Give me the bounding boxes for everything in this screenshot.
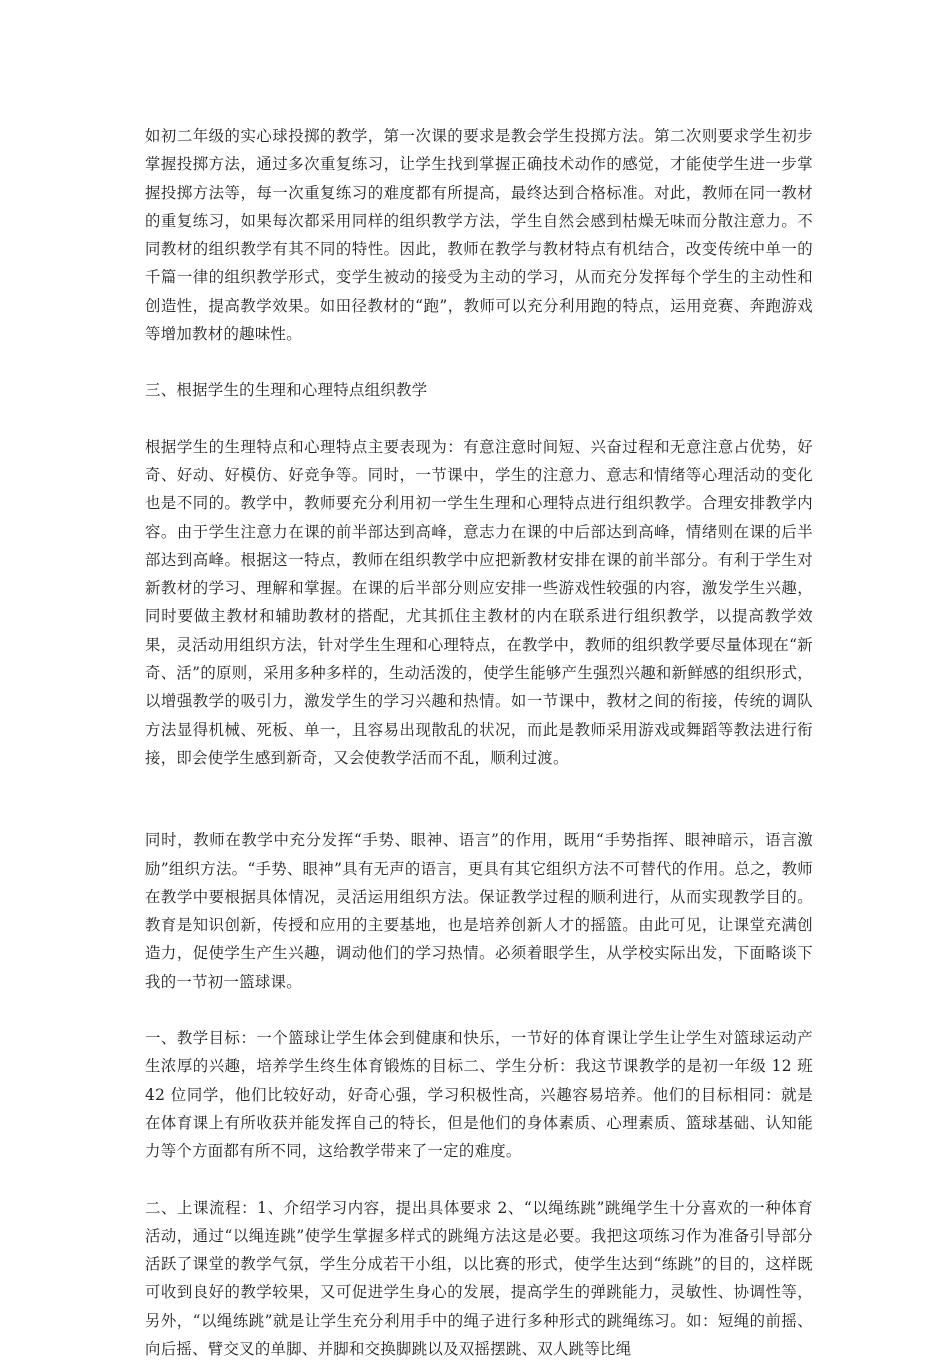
paragraph-teaching-goals: 一、教学目标：一个篮球让学生体会到健康和快乐，一节好的体育课让学生让学生对篮球运动产生浓厚的兴趣，培养学生终生体育锻炼的目标二、学生分析：我这节课教学的是初一年级 12 班 42 位同学，他们比较好动，好奇心强，学习积极性高，兴趣容易培养。他们的目标相同：就是在体育课上有所收获并能发挥自己的特长，但是他们的身体素质、心理素质、篮球基础、认知能力等个方面都有所不同，这给教学带来了一定的难度。 bbox=[145, 1024, 813, 1165]
paragraph-physiology-psychology: 根据学生的生理特点和心理特点主要表现为：有意注意时间短、兴奋过程和无意注意占优势，好奇、好动、好模仿、好竞争等。同时，一节课中，学生的注意力、意志和情绪等心理活动的变化也是不同的。教学中，教师要充分利用初一学生生理和心理特点进行组织教学。合理安排教学内容。由于学生注意力在课的前半部达到高峰，意志力在课的中后部达到高峰，情绪则在课的后半部达到高峰。根据这一特点，教师在组织教学中应把新教材安排在课的前半部分。有利于学生对新教材的学习、理解和掌握。在课的后半部分则应安排一些游戏性较强的内容，激发学生兴趣，同时要做主教材和辅助教材的搭配，尤其抓住主教材的内在联系进行组织教学，以提高教学效果，灵活动用组织方法，针对学生生理和心理特点，在教学中，教师的组织教学要尽量体现在“新奇、活”的原则，采用多种多样的，生动活泼的，使学生能够产生强烈兴趣和新鲜感的组织形式，以增强教学的吸引力，激发学生的学习兴趣和热情。如一节课中，教材之间的衔接，传统的调队方法显得机械、死板、单一，且容易出现散乱的状况，而此是教师采用游戏或舞蹈等教法进行衔接，即会使学生感到新奇，又会使教学活而不乱，顺利过渡。 bbox=[145, 433, 813, 773]
paragraph-spacer bbox=[145, 1166, 813, 1194]
paragraph-spacer bbox=[145, 772, 813, 826]
paragraph-spacer bbox=[145, 996, 813, 1024]
paragraph-throwing-teaching: 如初二年级的实心球投掷的教学，第一次课的要求是教会学生投掷方法。第二次则要求学生初步掌握投掷方法，通过多次重复练习，让学生找到掌握正确技术动作的感觉，才能使学生进一步掌握投掷方法等，每一次重复练习的难度都有所提高，最终达到合格标准。对此，教师在同一教材的重复练习，如果每次都采用同样的组织教学方法，学生自然会感到枯燥无味而分散注意力。不同教材的组织教学有其不同的特性。因此，教师在教学与教材特点有机结合，改变传统中单一的千篇一律的组织教学形式，变学生被动的接受为主动的学习，从而充分发挥每个学生的主动性和创造性，提高教学效果。如田径教材的“跑”，教师可以充分利用跑的特点，运用竞赛、奔跑游戏等增加教材的趣味性。 bbox=[145, 122, 813, 348]
paragraph-class-process: 二、上课流程：1、介绍学习内容，提出具体要求 2、“以绳练跳”跳绳学生十分喜欢的一种体育活动，通过“以绳连跳”使学生掌握多样式的跳绳方法这是必要。我把这项练习作为准备引导部分活跃了课堂的教学气氛，学生分成若干小组，以比赛的形式，使学生达到“练跳”的目的，这样既可收到良好的教学较果，又可促进学生身心的发展，提高学生的弹跳能力，灵敏性、协调性等，另外，“以绳练跳”就是让学生充分利用手中的绳子进行多种形式的跳绳练习。如：短绳的前摇、向后摇、臂交叉的单脚、并脚和交换脚跳以及双摇摆跳、双人跳等比绳 bbox=[145, 1194, 813, 1363]
paragraph-spacer bbox=[145, 405, 813, 433]
paragraph-spacer bbox=[145, 348, 813, 376]
document-page bbox=[145, 122, 813, 1363]
paragraph-gesture-language: 同时，教师在教学中充分发挥“手势、眼神、语言”的作用，既用“手势指挥、眼神暗示，语言激励”组织方法。“手势、眼神”具有无声的语言，更具有其它组织方法不可替代的作用。总之，教师在教学中要根据具体情况，灵活运用组织方法。保证教学过程的顺利进行，从而实现教学目的。教育是知识创新，传授和应用的主要基地，也是培养创新人才的摇篮。由此可见，让课堂充满创造力，促使学生产生兴趣，调动他们的学习热情。必须着眼学生，从学校实际出发，下面略谈下我的一节初一篮球课。 bbox=[145, 826, 813, 996]
section-heading-three: 三、根据学生的生理和心理特点组织教学 bbox=[145, 376, 813, 404]
